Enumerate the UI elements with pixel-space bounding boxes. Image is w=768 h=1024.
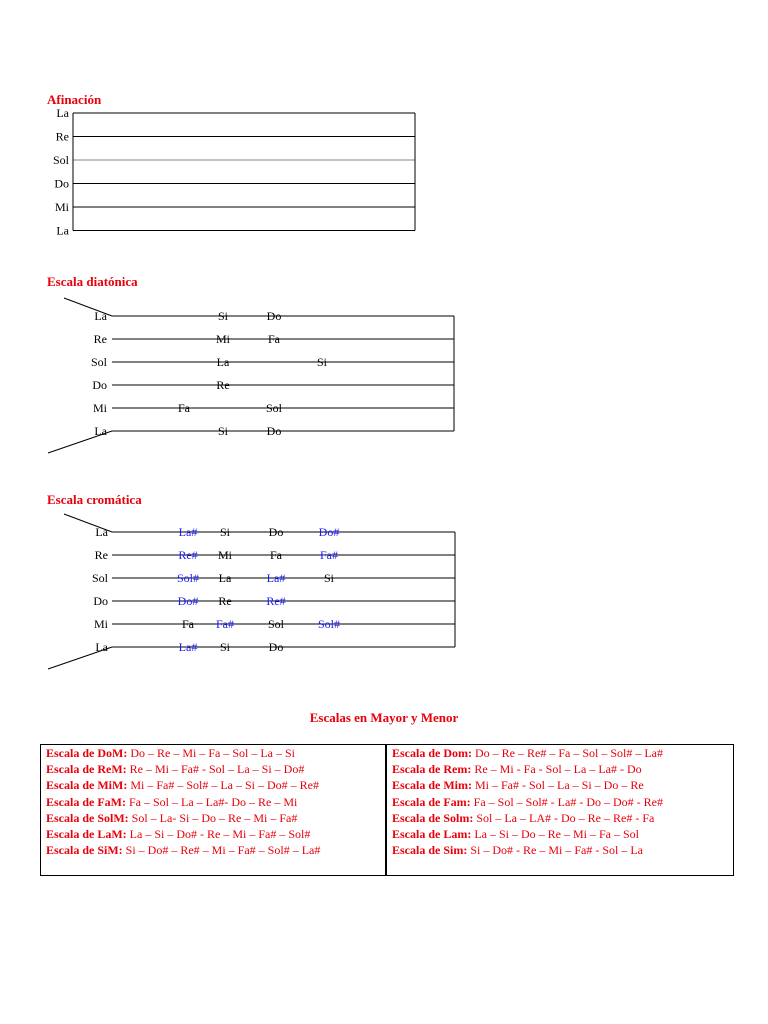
scale-name: Escala de DoM: xyxy=(46,746,128,760)
afinacion-diagram xyxy=(0,105,768,255)
note-label: La# xyxy=(266,571,286,585)
note-label: La xyxy=(218,571,232,585)
note-label: Si xyxy=(217,309,229,323)
scale-row xyxy=(392,826,733,842)
note-label: Fa xyxy=(268,332,280,346)
note-label: Mi xyxy=(217,548,233,562)
note-label: Si xyxy=(219,640,231,654)
scale-notes: Re – Mi - Fa - Sol – La – La# - Do xyxy=(474,762,642,777)
note-label: Re# xyxy=(266,594,286,608)
cromatica-heading: Escala cromática xyxy=(47,492,142,507)
scale-name: Escala de SiM: xyxy=(46,843,123,858)
scale-notes: Fa – Sol – La – La#- Do – Re – Mi xyxy=(129,794,298,809)
note-label: Fa xyxy=(270,548,282,562)
string-label: La xyxy=(56,223,69,238)
scale-notes: Mi – Fa# – Sol# – La – Si – Do# – Re# xyxy=(130,778,319,793)
scale-notes: La – Si – Do# - Re – Mi – Fa# – Sol# xyxy=(129,827,311,842)
scale-notes: Do – Re – Re# – Fa – Sol – Sol# – La# xyxy=(475,746,663,760)
scale-notes: Re – Mi – Fa# - Sol – La – Si – Do# xyxy=(129,762,305,777)
scale-name: Escala de ReM: xyxy=(46,762,127,777)
minor-scales-column xyxy=(387,745,733,875)
note-label: Do xyxy=(268,525,284,539)
note-label: Re# xyxy=(178,548,198,562)
note-label: Do# xyxy=(177,594,199,608)
note-label: La xyxy=(216,355,230,369)
afinacion-heading: Afinación xyxy=(47,92,102,107)
scale-row xyxy=(46,745,385,761)
scale-row xyxy=(46,842,385,858)
note-label: Sol# xyxy=(176,571,200,585)
scale-row xyxy=(392,777,733,793)
note-label: Sol# xyxy=(317,617,341,631)
scale-name: Escala de Solm: xyxy=(392,810,474,825)
string-label: Mi xyxy=(54,200,69,214)
string-label: La xyxy=(95,525,108,539)
scale-notes: Si – Do# - Re – Mi – Fa# - Sol – La xyxy=(470,843,644,858)
string-label: Re xyxy=(94,548,108,562)
string-label: Mi xyxy=(93,617,108,631)
string-label: Do xyxy=(92,378,107,392)
note-label: Si xyxy=(219,525,231,539)
scale-notes: Sol – La – LA# - Do – Re – Re# - Fa xyxy=(476,810,655,825)
scale-name: Escala de Fam: xyxy=(392,794,471,809)
scale-row xyxy=(46,777,385,793)
scale-row xyxy=(392,745,733,761)
note-label: Re xyxy=(216,378,230,392)
scale-row xyxy=(392,794,733,810)
scale-name: Escala de SolM: xyxy=(46,810,129,825)
scale-name: Escala de LaM: xyxy=(46,827,127,842)
string-label: Sol xyxy=(90,355,107,369)
scale-row xyxy=(392,810,733,826)
note-label: Do# xyxy=(318,525,340,539)
note-label: Fa xyxy=(182,617,194,631)
note-label: Sol xyxy=(267,617,285,631)
scale-name: Escala de Mim: xyxy=(392,778,472,793)
scale-notes: Sol – La- Si – Do – Re – Mi – Fa# xyxy=(131,810,298,825)
note-label: Fa# xyxy=(320,548,338,562)
scale-name: Escala de Rem: xyxy=(392,762,472,777)
note-label: Si xyxy=(316,355,328,369)
scale-row xyxy=(46,810,385,826)
note-label: Si xyxy=(217,424,229,438)
string-label: La xyxy=(94,424,107,438)
scale-row xyxy=(46,761,385,777)
note-label: Do xyxy=(266,424,282,438)
cromatica-diagram xyxy=(0,500,768,690)
scale-name: Escala de FaM: xyxy=(46,794,126,809)
scale-row xyxy=(46,794,385,810)
scale-name: Escala de Sim: xyxy=(392,843,468,858)
scale-name: Escala de Lam: xyxy=(392,827,472,842)
scale-notes: La – Si – Do – Re – Mi – Fa – Sol xyxy=(474,827,640,842)
major-scales-column xyxy=(41,745,387,875)
string-label: La xyxy=(94,309,107,323)
string-label: Do xyxy=(54,176,69,191)
scales-title: Escalas en Mayor y Menor xyxy=(309,710,459,725)
scale-notes: Do – Re – Mi – Fa – Sol – La – Si xyxy=(130,746,295,760)
note-label: Si xyxy=(323,571,335,585)
note-label: Do xyxy=(266,309,282,323)
string-label: Mi xyxy=(92,401,107,415)
string-label: La xyxy=(56,106,69,120)
string-label: Do xyxy=(93,594,108,608)
scale-name: Escala de Dom: xyxy=(392,746,472,760)
string-label: Re xyxy=(93,332,107,346)
scale-name: Escala de MiM: xyxy=(46,778,128,793)
scale-row xyxy=(392,761,733,777)
scale-row xyxy=(46,826,385,842)
diatonica-heading: Escala diatónica xyxy=(47,274,138,289)
note-label: Sol xyxy=(265,401,283,415)
diatonica-diagram xyxy=(0,285,768,465)
note-label: La# xyxy=(178,640,198,654)
string-label: Sol xyxy=(91,571,108,585)
scales-table xyxy=(40,744,734,876)
string-label: La xyxy=(95,640,108,654)
scale-notes: Mi – Fa# - Sol – La – Si – Do – Re xyxy=(475,778,644,793)
note-label: Fa xyxy=(178,401,190,415)
note-label: Mi xyxy=(215,332,231,346)
scale-notes: Si – Do# – Re# – Mi – Fa# – Sol# – La# xyxy=(125,843,321,858)
note-label: Do xyxy=(268,640,284,654)
note-label: Re xyxy=(218,594,232,608)
string-label: Re xyxy=(55,129,69,144)
string-label: Sol xyxy=(52,153,69,167)
note-label: Fa# xyxy=(216,617,234,631)
note-label: La# xyxy=(178,525,198,539)
scale-notes: Fa – Sol – Sol# - La# - Do – Do# - Re# xyxy=(473,794,663,809)
scale-row xyxy=(392,842,733,858)
